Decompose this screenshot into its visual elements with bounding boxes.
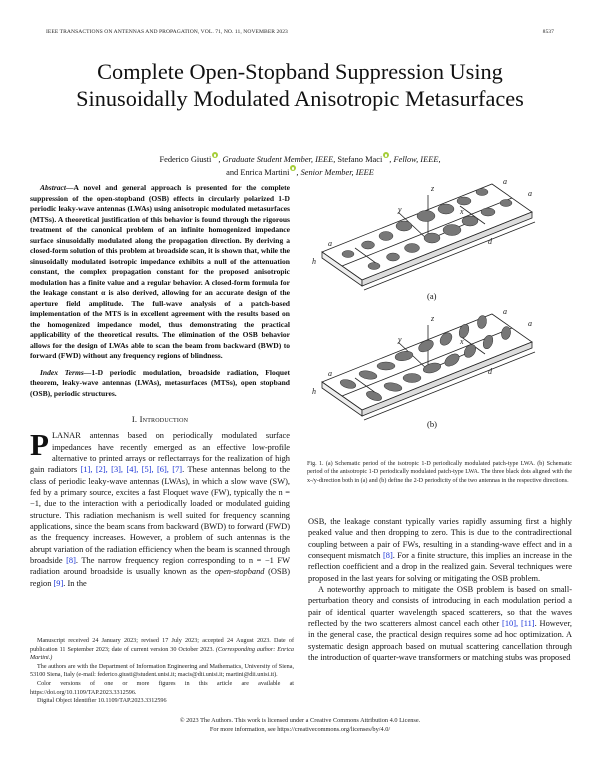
orcid-icon[interactable] <box>383 152 389 158</box>
dim-a-label: a <box>503 307 507 316</box>
subfigure-label-a: (a) <box>427 291 437 301</box>
dim-a-label: a <box>528 189 532 198</box>
author-name: Enrica Martini <box>240 168 290 177</box>
dim-h-label: h <box>312 257 316 266</box>
abstract-text: A novel and general approach is presented for the complete suppression of the open-stopband (OSB) effects in circularly polarized 1-D periodic leaky-wave antennas (LWAs) using anisotropic modulated metasurfaces (MTSs). A theoretical justification of this behavior is found through the rigorous treatment of the canonical problem of an infinite homogenized impedance surface sinusoidally modulated along the propagation direction. By deriving a closed-form solution of this problem at broadside scan, it is shown that, while the sinusoidally modulated isotropic impedance exhibits a null of the attenuation constant, the complex propagation constant for the proposed anisotropic modulation has a finite value and a regular behavior. A closed-form formula for the leakage constant α is also derived, allowing for an accurate design of the aperture field amplitude. The full-wave analysis of a patch-based implementation of the MTS is in excellent agreement with the results based on the homogenized impedance model, thus demonstrating the practical applicability of the theoretical results. The elimination of the OSB behavior allows for the design of LWAs able to scan the beam from backward (BWD) to forward (FWD) without any frequency regions of blindness. <box>30 183 290 360</box>
title-line-1: Complete Open-Stopband Suppression Using <box>97 59 503 84</box>
citation-link[interactable]: [1], [2], [3], [4], [5], [6], [7] <box>80 465 183 475</box>
author-name: Federico Giusti <box>159 155 212 164</box>
text-run: . These antennas belong to the class of periodic leaky-wave antennas (LWAs), in which a slow wave (SW), fed by a primary source, excites a fast Floquet wave (FW), typically the n = −1, due to the interaction with a periodically loaded or modulated guiding structure. This radiation mechanism is well suited for frequency scanning applications, since the beam scans from backward (BWD) to forward (FWD) as the frequency increases. However, a problem of such antennas is the abrupt variation of the radiation efficiency when the beam is scanned through broadside <box>30 465 290 566</box>
axis-z-label: z <box>431 184 435 193</box>
text-run: LANAR antennas based on periodically modulated surface impedances have recently emerged as an effective low-profile alternative to printed arrays or reflectarrays for the realization of high gain radiators <box>30 431 290 475</box>
author-role: Fellow, IEEE <box>393 155 439 164</box>
left-column <box>30 183 290 589</box>
orcid-icon[interactable] <box>290 165 296 171</box>
emphasis-text: open-stopband <box>214 567 265 577</box>
author-list: Federico Giusti , Graduate Student Member, IEEE, Stefano Maci , Fellow, IEEE, and Enrica Martini , Senior Member, IEEE <box>0 152 600 178</box>
right-column <box>308 516 572 663</box>
text-run: (OSB) region <box>30 567 291 588</box>
citation-link[interactable]: [9] <box>53 578 64 588</box>
dim-a-label: a <box>528 319 532 328</box>
section-title: Introduction <box>139 414 189 424</box>
footnote-doi: Digital Object Identifier 10.1109/TAP.2023.3312596 <box>37 698 167 705</box>
section-number: I. <box>131 414 138 424</box>
text-run: Manuscript received 24 January 2023; revised 17 July 2023; accepted 24 August 2023. Date of publication 11 September 2023; date of current version 30 October 2023. <box>30 638 294 653</box>
dim-h-label: h <box>312 387 316 396</box>
axis-y-label: y <box>398 205 402 214</box>
footnote-received <box>30 637 294 663</box>
text-run: OSB, the leakage constant typically varies rapidly assuming first a highly peaked value and then dropping to zero. This is due to the contradirectional coupling between a pair of FWs, resulting in a standing-wave effect and in a consequent mismatch <box>308 517 572 561</box>
text-run: . For a finite structure, this implies an increase in the reflection coefficient and a drop in the realized gain. Several techniques were proposed in the last years for solving or mitigating the OSB problem. <box>308 551 572 583</box>
title-line-2: Sinusoidally Modulated Anisotropic Metasurfaces <box>76 86 524 111</box>
dim-d-label: d <box>488 367 492 376</box>
index-terms-label: Index Terms— <box>40 367 92 377</box>
license-notice <box>0 717 600 734</box>
author-role: Senior Member, IEEE <box>300 168 374 177</box>
abstract <box>30 183 290 362</box>
paper-title <box>0 58 600 112</box>
dim-a-label: a <box>328 369 332 378</box>
axis-y-label: y <box>398 335 402 344</box>
metasurface-schematic <box>300 170 580 445</box>
author-conjunction: and <box>226 168 239 177</box>
page-number: 8537 <box>542 29 554 35</box>
dim-a-label: a <box>503 177 507 186</box>
running-header <box>46 29 554 35</box>
drop-cap: P <box>30 427 49 463</box>
dim-a-label: a <box>328 239 332 248</box>
body-paragraph <box>308 584 572 663</box>
text-run: . The narrow frequency region corresponding to n = −1 FW radiation around broadside is usually known as the <box>30 556 290 577</box>
axis-x-label: x <box>460 207 464 216</box>
corresponding-author: (Corresponding author: Enrica Martini.) <box>30 646 294 662</box>
license-line-2[interactable]: For more information, see https://creativecommons.org/licenses/by/4.0/ <box>209 725 391 733</box>
text-run: . However, in the general case, the practical design requires some ad hoc optimization. A systematic design approach based on mutual scattering cancellation through the introduction of quarter-wave transformers or matching stubs was proposed <box>308 619 572 663</box>
author-role: Graduate Student Member, IEEE <box>222 155 334 164</box>
text-run: . In the <box>63 578 87 588</box>
citation-link[interactable]: [8] <box>383 551 393 561</box>
section-heading <box>30 414 290 425</box>
figure-1 <box>300 170 580 445</box>
license-line-1: © 2023 The Authors. This work is licensed under a Creative Commons Attribution 4.0 License. <box>179 717 421 724</box>
axis-z-label: z <box>431 314 435 323</box>
journal-name: IEEE TRANSACTIONS ON ANTENNAS AND PROPAGATION, VOL. 71, NO. 11, NOVEMBER 2023 <box>46 29 288 35</box>
index-terms <box>30 368 290 400</box>
intro-paragraph <box>30 427 291 589</box>
citation-link[interactable]: [8] <box>66 556 76 566</box>
citation-link[interactable]: [10], [11] <box>502 619 535 629</box>
figure-caption: Fig. 1. (a) Schematic period of the isotropic 1-D periodically modulated patch-type LWA. (b) Schematic period of the anisotropic 1-D periodically modulated patch-type LWA. The three black dots aligned with the x-/y-direction both in (a) and (b) define the 2-D periodicity of the two antennas in the respective directions. <box>307 461 572 484</box>
dim-d-label: d <box>488 237 492 246</box>
body-paragraph <box>308 516 572 584</box>
abstract-label: Abstract— <box>40 183 74 192</box>
orcid-icon[interactable] <box>212 152 218 158</box>
footnotes <box>30 637 294 706</box>
index-terms-text: 1-D periodic modulation, broadside radiation, Floquet theorem, leaky-wave antennas (LWAs), metasurfaces (MTSs), open stopband (OSB), periodic structures. <box>30 367 290 398</box>
footnote-affiliation: The authors are with the Department of Information Engineering and Mathematics, University of Siena, 53100 Siena, Italy (e-mail: federico.giusti@student.unisi.it; macis@dii.unisi.it; martini@dii.unisi.it). <box>30 663 294 679</box>
author-name: Stefano Maci <box>337 155 383 164</box>
footnote-color: Color versions of one or more figures in this article are available at https://doi.org/10.1109/TAP.2023.3312596. <box>30 680 294 696</box>
subfigure-label-b: (b) <box>427 419 437 429</box>
text-run: A noteworthy approach to mitigate the OSB problem is based on small-perturbation theory and consists of introducing in each modulation period a pair of identical quarter wavelength spaced scatterers, so that the waves reflected by the two scatterers almost cancel each other <box>308 585 572 629</box>
axis-x-label: x <box>460 337 464 346</box>
